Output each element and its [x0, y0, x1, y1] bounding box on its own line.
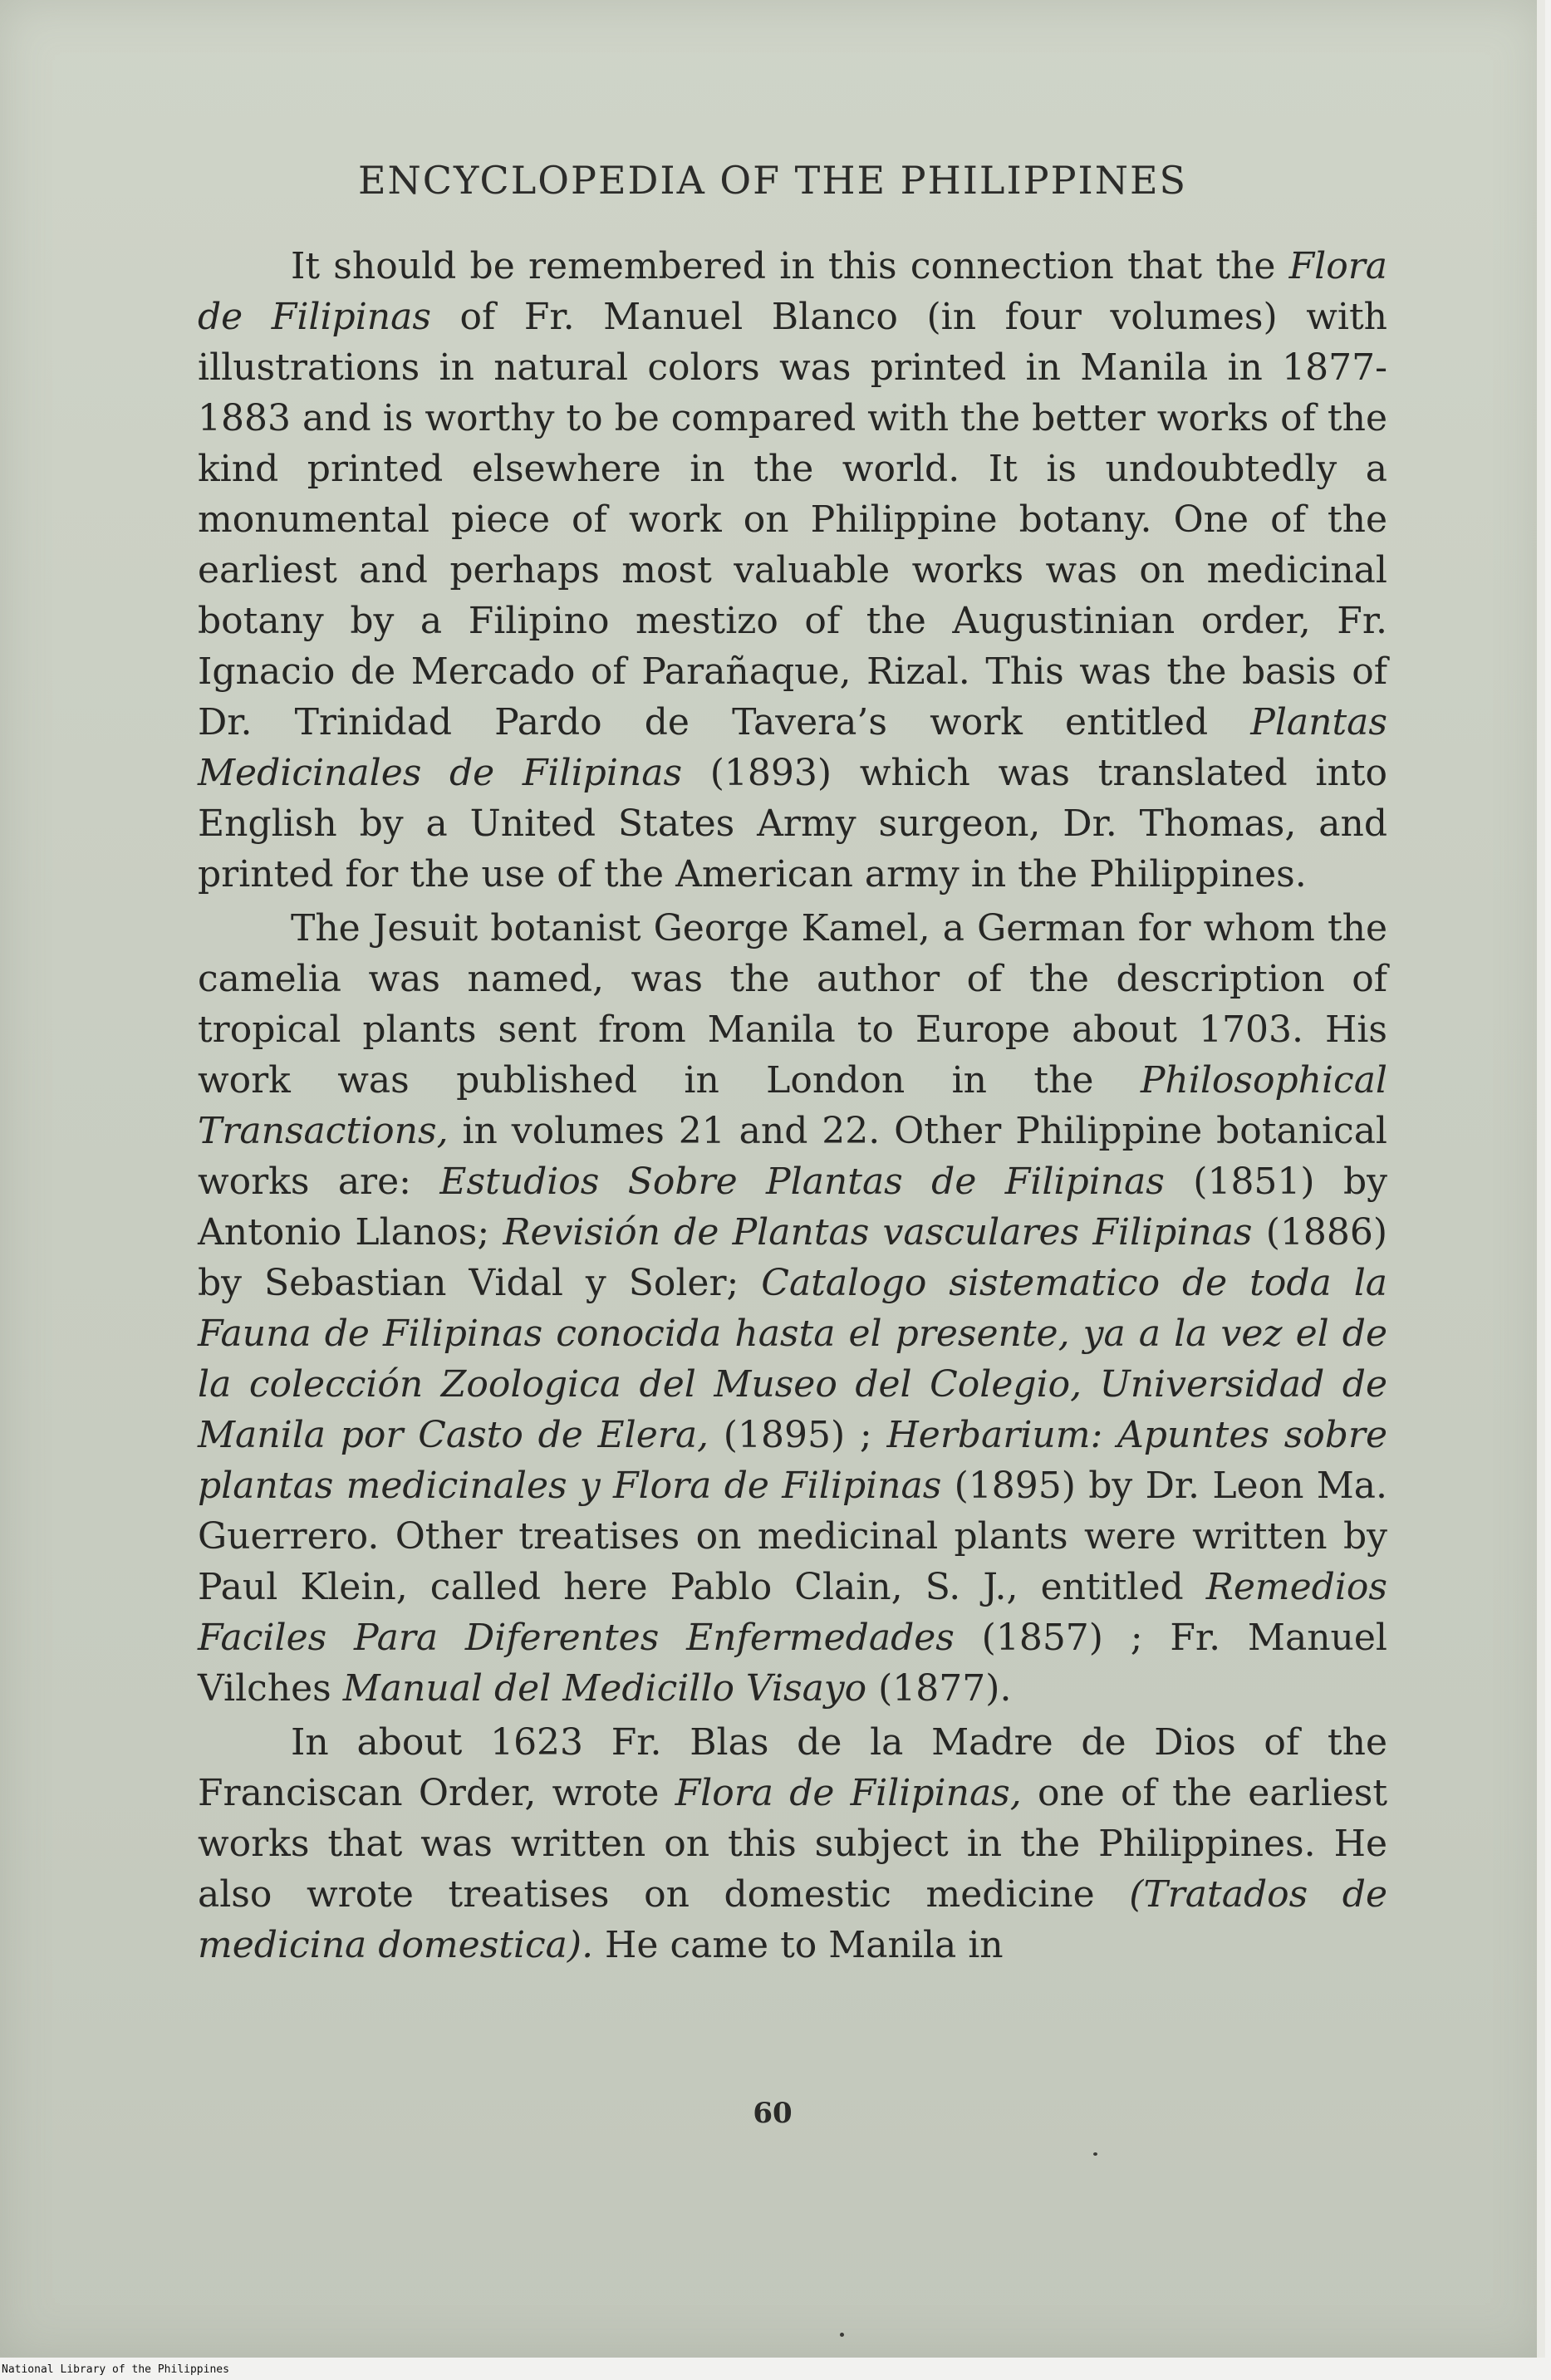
- italic-title: (Tratados de medicina domestica).: [198, 1873, 1388, 1966]
- text-run: one of the earliest works that was written on this subject in the Philippines. He also wrote treatises on domestic medicine: [198, 1772, 1388, 1916]
- paragraph-2: [198, 903, 1387, 1714]
- text-run: (1857) ; Fr. Manuel Vilches: [198, 1617, 1387, 1710]
- italic-title: Catalogo sistematico de toda la Fauna de Filipinas conocida hasta el presente, ya a la vez el de la colección Zoologica del Museo del Colegio, Universidad de Manila por Casto de Elera,: [198, 1262, 1387, 1456]
- italic-title: Estudios Sobre Plantas de Filipinas: [439, 1161, 1165, 1203]
- italic-title: Revisión de Plantas vasculares Filipinas: [503, 1211, 1253, 1254]
- italic-title: Flora de Filipinas: [198, 245, 1387, 338]
- text-run: of Fr. Manuel Blanco (in four volumes) with illustrations in natural colors was printed in Manila in 1877-1883 and is worthy to be compared with the better works of the kind printed elsewhere in the world. It is undoubtedly a monumental piece of work on Philippine botany. One of the earliest and perhaps most valuable works was on medicinal botany by a Filipino mestizo of the Augustinian order, Fr. Ignacio de Mercado of Parañaque, Rizal. This was the basis of Dr. Trinidad Pardo de Tavera’s work entitled: [198, 296, 1387, 743]
- text-run: (1851) by Antonio Llanos;: [198, 1161, 1387, 1254]
- dust-speck: [1093, 2152, 1097, 2156]
- text-run: (1893) which was translated into English by a United States Army surgeon, Dr. Thomas, and printed for the use of the American army in the Philippines.: [198, 752, 1388, 896]
- text-run: (1877).: [866, 1667, 1012, 1710]
- text-run: It should be remembered in this connection that the: [291, 245, 1289, 287]
- italic-title: Flora de Filipinas,: [675, 1772, 1022, 1814]
- italic-title: Remedios Faciles Para Diferentes Enfermedades: [198, 1566, 1387, 1659]
- text-run: (1886) by Sebastian Vidal y Soler;: [198, 1211, 1388, 1304]
- paragraph-3: [198, 1717, 1387, 1970]
- text-run: The Jesuit botanist George Kamel, a German for whom the camelia was named, was the author of the description of tropical plants sent from Manila to Europe about 1703. His work was published in London in the: [198, 907, 1387, 1102]
- italic-title: Philosophical Transactions,: [198, 1059, 1387, 1152]
- dust-speck: [840, 2333, 844, 2337]
- italic-title: Herbarium: Apuntes sobre plantas medicinales y Flora de Filipinas: [198, 1414, 1387, 1507]
- running-title: ENCYCLOPEDIA OF THE PHILIPPINES: [357, 158, 1188, 203]
- page-number: 60: [753, 2097, 793, 2130]
- text-run: in volumes 21 and 22. Other Philippine botanical works are:: [198, 1110, 1387, 1203]
- page-edge: [1537, 0, 1545, 2358]
- text-run: He came to Manila in: [593, 1924, 1004, 1966]
- italic-title: Manual del Medicillo Visayo: [342, 1667, 867, 1710]
- paragraph-1: [198, 241, 1387, 900]
- body-text: [198, 241, 1387, 1970]
- italic-title: Plantas Medicinales de Filipinas: [198, 701, 1387, 794]
- library-credit: National Library of the Philippines: [2, 2363, 229, 2376]
- text-run: (1895) by Dr. Leon Ma. Guerrero. Other treatises on medicinal plants were written by Paul Klein, called here Pablo Clain, S. J., entitled: [198, 1465, 1387, 1608]
- text-run: In about 1623 Fr. Blas de la Madre de Dios of the Franciscan Order, wrote: [198, 1721, 1387, 1814]
- text-run: (1895) ;: [709, 1414, 887, 1456]
